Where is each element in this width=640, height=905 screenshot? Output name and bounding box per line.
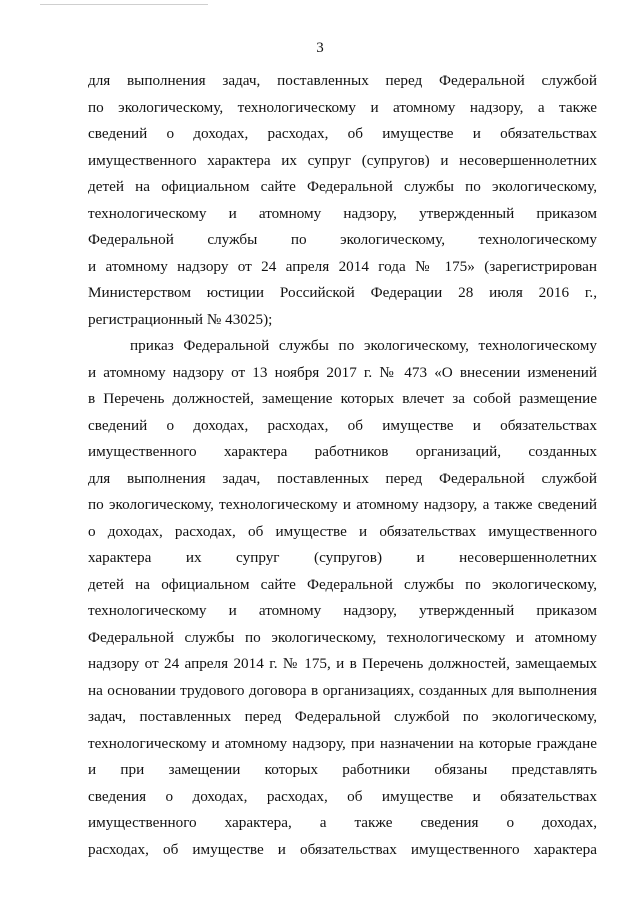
text-line: Министерством юстиции Российской Федерации 28 июля 2016 г.,	[88, 284, 597, 301]
text-line: Федеральной службы по экологическому, технологическому	[88, 231, 597, 248]
text-line: и при замещении которых работники обязаны представлять	[88, 761, 597, 778]
text-line: о доходах, расходах, об имуществе и обязательствах имущественного	[88, 522, 597, 540]
text-line: и атомному надзору от 24 апреля 2014 года № 175» (зарегистрирован	[88, 257, 597, 275]
text-line: детей на официальном сайте Федеральной службы по экологическому,	[88, 575, 597, 593]
text-line: по экологическому, технологическому и атомному надзору, а также сведений	[88, 496, 597, 513]
text-line: расходах, об имуществе и обязательствах имущественного характера	[88, 840, 597, 858]
top-rule	[40, 4, 208, 5]
text-line: технологическому и атомному надзору, при назначении на которые граждане	[88, 734, 597, 752]
text-line: имущественного характера их супруг (супругов) и несовершеннолетних	[88, 151, 597, 169]
text-line: для выполнения задач, поставленных перед Федеральной службой	[88, 469, 597, 487]
page-number: 3	[316, 40, 324, 56]
text-line: технологическому и атомному надзору, утвержденный приказом	[88, 602, 597, 619]
text-line: и атомному надзору от 13 ноября 2017 г. № 473 «О внесении изменений	[88, 363, 597, 381]
text-line: в Перечень должностей, замещение которых влечет за собой размещение	[88, 390, 597, 407]
text-line: сведений о доходах, расходах, об имуществе и обязательствах	[88, 416, 597, 434]
text-line: Федеральной службы по экологическому, технологическому и атомному	[88, 628, 597, 646]
text-line: приказ Федеральной службы по экологическому, технологическому	[130, 337, 597, 354]
text-line: на основании трудового договора в организациях, созданных для выполнения	[88, 681, 597, 699]
text-line: по экологическому, технологическому и атомному надзору, а также	[88, 98, 597, 116]
text-line: сведения о доходах, расходах, об имуществе и обязательствах	[88, 787, 597, 805]
text-line: сведений о доходах, расходах, об имуществе и обязательствах	[88, 125, 597, 142]
text-line: регистрационный № 43025);	[88, 310, 273, 328]
text-line: детей на официальном сайте Федеральной службы по экологическому,	[88, 178, 597, 195]
text-line: характера их супруг (супругов) и несовершеннолетних	[88, 549, 597, 566]
document-paragraph	[88, 333, 597, 863]
text-line: для выполнения задач, поставленных перед Федеральной службой	[88, 72, 597, 89]
text-line: технологическому и атомному надзору, утвержденный приказом	[88, 204, 597, 222]
text-line: имущественного характера, а также сведения о доходах,	[88, 814, 597, 831]
text-line: задач, поставленных перед Федеральной службой по экологическому,	[88, 708, 597, 725]
text-line: надзору от 24 апреля 2014 г. № 175, и в Перечень должностей, замещаемых	[88, 655, 597, 672]
document-paragraph	[88, 68, 597, 333]
document-body	[88, 68, 597, 863]
text-line: имущественного характера работников организаций, созданных	[88, 443, 597, 460]
